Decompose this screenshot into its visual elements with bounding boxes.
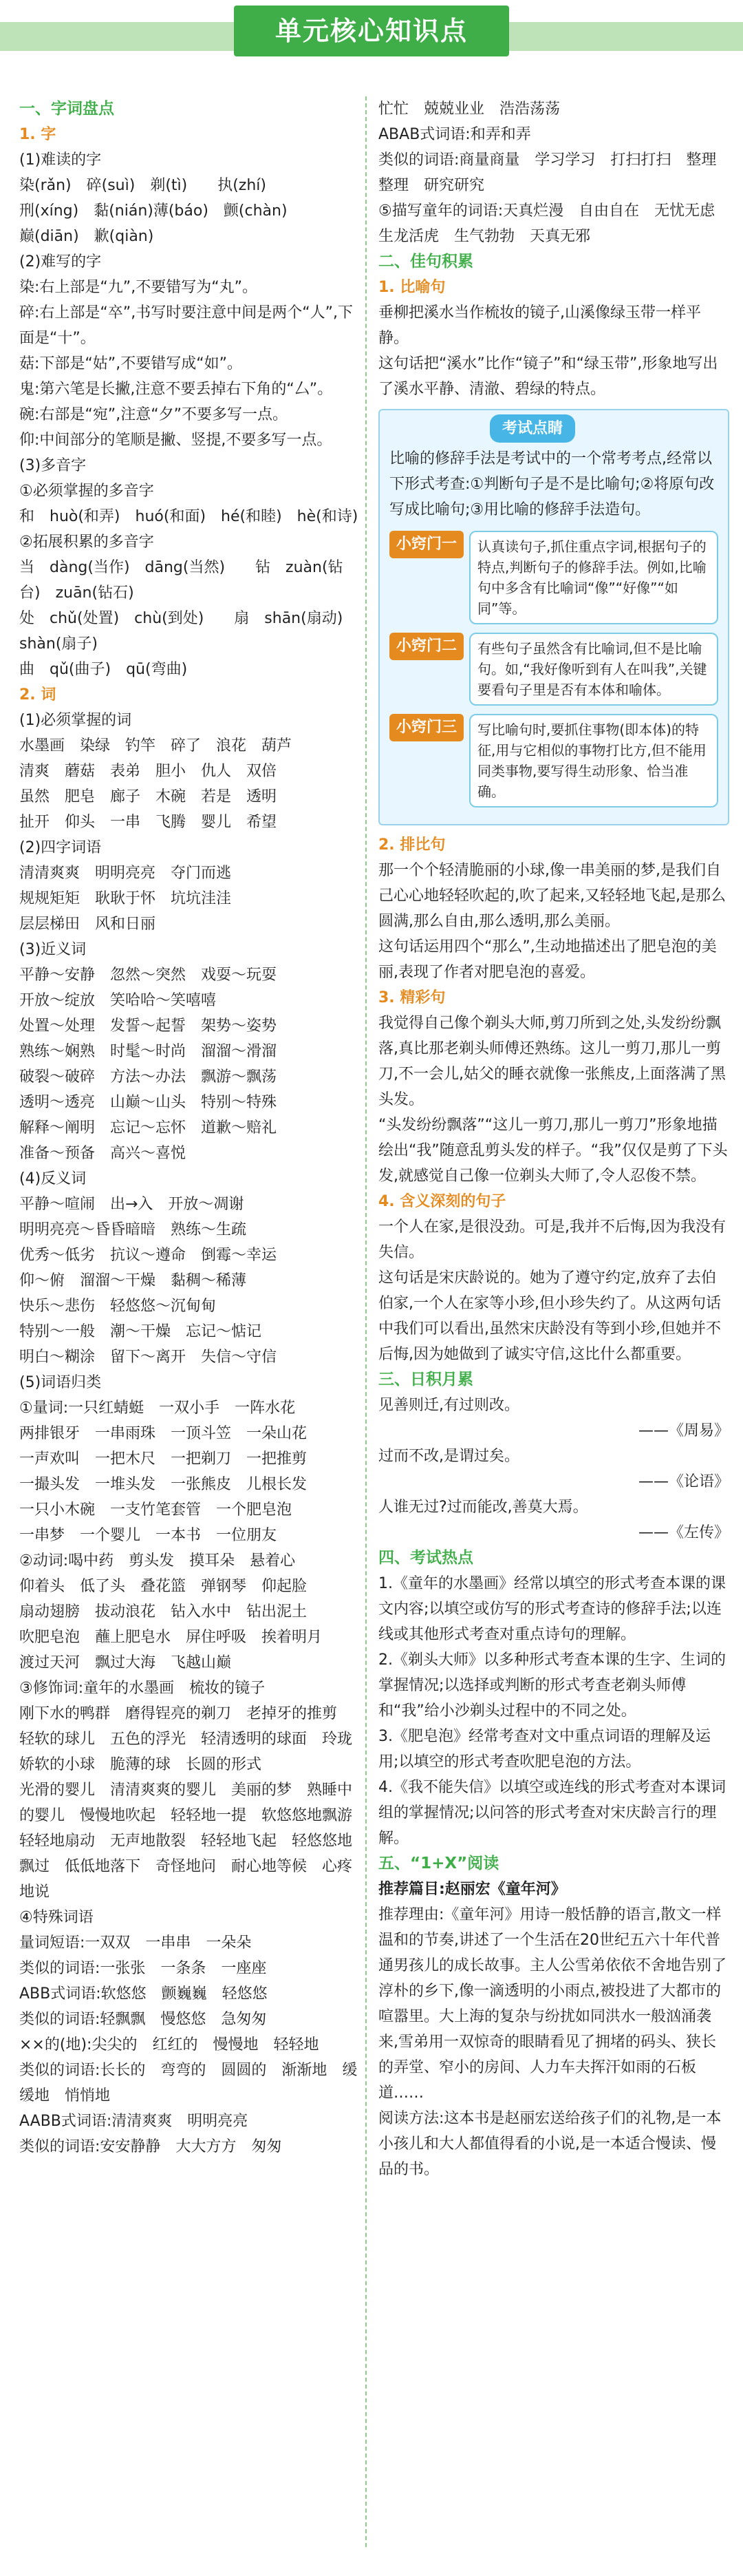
text-line: 阅读方法:这本书是赵丽宏送给孩子们的礼物,是一本小孩儿和大人都值得看的小说,是一本适合慢读、慢品的书。 [378, 2110, 722, 2178]
tip-row [389, 633, 718, 706]
text-line: ③修饰词:童年的水墨画 梳妆的镜子 [19, 1680, 266, 1697]
page-title: 单元核心知识点 [234, 6, 509, 56]
text-line: ABB式词语:软悠悠 颤巍巍 轻悠悠 [19, 1985, 268, 2003]
tips-list [389, 531, 718, 807]
text-line: 推荐理由:《童年河》用诗一般恬静的语言,散文一样温和的节奏,讲述了一个生活在20世纪五六十年代普通男孩儿的成长故事。主人公雪弟依依不舍地告别了淳朴的乡下,像一滴透明的小雨点,被投进了大都市的喧嚣里。大上海的复杂与纷扰如同洪水一般汹涌袭来,雪弟用一双惊奇的眼睛看见了拥堵的码头、狭长的弄堂、窄小的房间、人力车夫挥汗如雨的石板道…… [378, 1906, 727, 2102]
text-line: ××的(地):尖尖的 红红的 慢慢地 轻轻地 [19, 2036, 319, 2054]
text-line: 碗:右部是“宛”,注意“夕”不要多写一点。 [19, 406, 288, 423]
text-line: 推荐篇目:赵丽宏《童年河》 [378, 1881, 566, 1898]
tip-label: 小窍门一 [389, 531, 464, 558]
text-line: 平静～安静 忽然～突然 戏耍～玩耍 [19, 967, 277, 984]
subsection-heading: 2. 排比句 [378, 836, 446, 854]
text-line: 3.《肥皂泡》经常考查对文中重点词语的理解及运用;以填空的形式考查吹肥皂泡的方法。 [378, 1728, 711, 1771]
text-line: 扇动翅膀 拔动浪花 钻入水中 钻出泥土 [19, 1603, 308, 1620]
text-line: 破裂～破碎 方法～办法 飘游～飘荡 [19, 1068, 277, 1086]
tip-text: 有些句子虽然含有比喻词,但不是比喻句。如,“我好像听到有人在叫我”,关键要看句子里是否有本体和喻体。 [469, 633, 718, 706]
text-line: 虽然 肥皂 廊子 木碗 若是 透明 [19, 788, 277, 805]
text-line: (3)多音字 [19, 457, 87, 474]
text-line: ——《左传》 [638, 1524, 729, 1541]
text-line: (5)词语归类 [19, 1374, 102, 1391]
text-line: 鬼:第六笔是长撇,注意不要丢掉右下角的“厶”。 [19, 381, 333, 398]
text-line: 刑(xíng) 黏(nián)薄(báo) 颤(chàn) [19, 202, 288, 220]
text-line: 一个人在家,是很没劲。可是,我并不后悔,因为我没有失信。 [378, 1218, 726, 1261]
column-divider [365, 96, 367, 2547]
exam-tips-heading: 考试点睛 [490, 414, 575, 443]
text-line: 处 chǔ(处置) chù(到处) 扇 shān(扇动) shàn(扇子) [19, 610, 358, 653]
text-line: 清清爽爽 明明亮亮 夺门而逃 [19, 865, 232, 882]
text-line: 一声欢叫 一把木尺 一把剃刀 一把推剪 [19, 1450, 308, 1468]
text-line: 快乐～悲伤 轻悠悠～沉甸甸 [19, 1298, 217, 1315]
section-heading: 二、佳句积累 [378, 253, 473, 271]
left-column [19, 96, 368, 2160]
text-line: 量词短语:一双双 一串串 一朵朵 [19, 1934, 252, 1952]
subsection-heading: 1. 比喻句 [378, 279, 446, 296]
text-line: 一只小木碗 一支竹笔套管 一个肥皂泡 [19, 1501, 292, 1519]
text-line: 透明～透亮 山巅～山头 特别～特殊 [19, 1094, 277, 1111]
text-line: (4)反义词 [19, 1170, 87, 1187]
text-line: ④特殊词语 [19, 1909, 94, 1926]
text-line: 人谁无过?过而能改,善莫大焉。 [378, 1499, 588, 1516]
text-line: 熟练～娴熟 时髦～时尚 溜溜～滑溜 [19, 1043, 277, 1060]
text-line: 明明亮亮～昏昏暗暗 熟练～生疏 [19, 1221, 247, 1238]
text-line: ABAB式词语:和弄和弄 [378, 126, 531, 143]
text-line: 类似的词语:商量商量 学习学习 打扫打扫 整理整理 研究研究 [378, 151, 717, 194]
text-line: 类似的词语:安安静静 大大方方 匆匆 [19, 2138, 282, 2155]
text-line: 见善则迁,有过则改。 [378, 1397, 519, 1414]
section-heading: 五、“1+X”阅读 [378, 1855, 499, 1872]
tip-text: 写比喻句时,要抓住事物(即本体)的特征,用与它相似的事物打比方,但不能用同类事物,要写得生动形象、恰当准确。 [469, 714, 718, 807]
text-line: 两排银牙 一串雨珠 一顶斗笠 一朵山花 [19, 1425, 308, 1442]
text-line: 扯开 仰头 一串 飞腾 婴儿 希望 [19, 814, 277, 831]
text-line: 特别～一般 潮～干燥 忘记～惦记 [19, 1323, 262, 1340]
tip-text: 认真读句子,抓住重点字词,根据句子的特点,判断句子的修辞手法。例如,比喻句中多含有比喻词“像”“好像”“如同”等。 [469, 531, 718, 624]
text-line: 这句话是宋庆龄说的。她为了遵守约定,放弃了去伯伯家,一个人在家等小珍,但小珍失约了。从这两句话中我们可以看出,虽然宋庆龄没有等到小珍,但她并不后悔,因为她做到了诚实守信,这比什么都重要。 [378, 1269, 721, 1363]
header-banner [0, 0, 743, 62]
text-line: AABB式词语:清清爽爽 明明亮亮 [19, 2113, 248, 2130]
text-line: 过而不改,是谓过矣。 [378, 1448, 519, 1465]
tip-row [389, 714, 718, 807]
text-line: 这句话运用四个“那么”,生动地描述出了肥皂泡的美丽,表现了作者对肥皂泡的喜爱。 [378, 938, 717, 981]
text-line: 准备～预备 高兴～喜悦 [19, 1145, 186, 1162]
text-line: 一串梦 一个婴儿 一本书 一位朋友 [19, 1527, 277, 1544]
text-line: ⑤描写童年的词语:天真烂漫 自由自在 无忧无虑 生龙活虎 生气勃勃 天真无邪 [378, 202, 731, 245]
text-line: 一撮头发 一堆头发 一张熊皮 儿根长发 [19, 1476, 308, 1493]
text-line: 那一个个轻清脆丽的小球,像一串美丽的梦,是我们自己心心地轻轻吹起的,吹了起来,又轻轻地飞起,是那么圆满,那么自由,那么透明,那么美丽。 [378, 862, 726, 930]
subsection-heading: 1. 字 [19, 126, 56, 143]
text-line: 清爽 蘑菇 表弟 胆小 仇人 双倍 [19, 763, 277, 780]
text-line: 这句话把“溪水”比作“镜子”和“绿玉带”,形象地写出了溪水平静、清澈、碧绿的特点。 [378, 355, 718, 398]
text-line: 忙忙 兢兢业业 浩浩荡荡 [378, 101, 561, 118]
text-line: ——《论语》 [638, 1473, 729, 1490]
text-line: 仰:中间部分的笔顺是撇、竖提,不要多写一点。 [19, 432, 332, 449]
text-line: 光滑的婴儿 清清爽爽的婴儿 美丽的梦 熟睡中的婴儿 慢慢地吹起 轻轻地一提 软悠悠地飘游 轻轻地扇动 无声地散裂 轻轻地飞起 轻悠悠地飘过 低低地落下 奇怪地问 耐心地等候 心疼地说 [19, 1782, 368, 1901]
tip-label: 小窍门二 [389, 633, 464, 660]
text-line: 垂柳把溪水当作梳妆的镜子,山溪像绿玉带一样平静。 [378, 304, 701, 347]
text-line: ——《周易》 [638, 1422, 729, 1439]
text-line: ①量词:一只红蜻蜓 一双小手 一阵水花 [19, 1400, 296, 1417]
exam-tips-intro: 比喻的修辞手法是考试中的一个常考考点,经常以下形式考查:①判断句子是不是比喻句;②将原句改写成比喻句;③用比喻的修辞手法造句。 [389, 450, 715, 518]
text-line: (1)必须掌握的词 [19, 712, 132, 729]
text-line: ②动词:喝中药 剪头发 摸耳朵 悬着心 [19, 1552, 296, 1570]
text-line: 2.《剃头大师》以多种形式考查本课的生字、生词的掌握情况;以选择或判断的形式考查老剃头师傅和“我”给小沙剃头过程中的不同之处。 [378, 1651, 726, 1720]
text-line: “头发纷纷飘落”“这儿一剪刀,那儿一剪刀”形象地描绘出“我”随意乱剪头发的样子。“我”仅仅是剪了下头发,就感觉自己像一位剃头大师了,令人忍俊不禁。 [378, 1117, 728, 1185]
text-line: 明白～糊涂 留下～离开 失信～守信 [19, 1349, 277, 1366]
text-line: ①必须掌握的多音字 [19, 483, 154, 500]
text-line: 类似的词语:长长的 弯弯的 圆圆的 渐渐地 缓缓地 悄悄地 [19, 2062, 358, 2104]
text-line: 1.《童年的水墨画》经常以填空的形式考查本课的课文内容;以填空或仿写的形式考查诗的修辞手法;以连线或其他形式考查对重点诗句的理解。 [378, 1575, 726, 1643]
text-line: 4.《我不能失信》以填空或连线的形式考查对本课词组的掌握情况;以问答的形式考查对宋庆龄言行的理解。 [378, 1779, 726, 1847]
text-line: 解释～阐明 忘记～忘怀 道歉～赔礼 [19, 1119, 277, 1137]
text-line: 处置～处理 发誓～起誓 架势～姿势 [19, 1017, 277, 1035]
text-line: 渡过天河 飘过大海 飞越山巅 [19, 1654, 232, 1671]
tip-row [389, 531, 718, 624]
subsection-heading: 4. 含义深刻的句子 [378, 1193, 506, 1210]
text-line: 染:右上部是“九”,不要错写为“丸”。 [19, 279, 257, 296]
text-line: 优秀～低劣 抗议～遵命 倒霉～幸运 [19, 1247, 277, 1264]
text-line: 平静～喧闹 出→入 开放～凋谢 [19, 1196, 244, 1213]
exam-tips-box [378, 409, 729, 825]
section-heading: 四、考试热点 [378, 1549, 473, 1567]
text-line: 仰着头 低了头 叠花篮 弹钢琴 仰起脸 [19, 1578, 308, 1595]
text-line: 层层梯田 风和日丽 [19, 916, 156, 933]
text-line: 吹肥皂泡 蘸上肥皂水 屏住呼吸 挨着明月 [19, 1629, 323, 1646]
right-column [378, 96, 729, 2182]
subsection-heading: 2. 词 [19, 686, 56, 704]
subsection-heading: 3. 精彩句 [378, 989, 446, 1006]
tip-label: 小窍门三 [389, 714, 464, 741]
right-bottom-section [378, 832, 729, 2182]
text-line: 类似的词语:一张张 一条条 一座座 [19, 1960, 267, 1977]
text-line: 曲 qǔ(曲子) qū(弯曲) [19, 661, 188, 678]
right-top-section [378, 96, 729, 402]
text-line: 碎:右上部是“卒”,书写时要注意中间是两个“人”,下面是“十”。 [19, 304, 353, 347]
text-line: (1)难读的字 [19, 151, 102, 169]
text-line: 刚下水的鸭群 磨得锃亮的剃刀 老掉牙的推剪 轻软的球儿 五色的浮光 轻清透明的球面 玲珑娇软的小球 脆薄的球 长圆的形式 [19, 1705, 353, 1773]
text-line: 菇:下部是“姑”,不要错写成“如”。 [19, 355, 242, 372]
text-line: 染(rǎn) 碎(suì) 剃(tì) 执(zhí) [19, 177, 266, 194]
text-line: 和 huò(和弄) huó(和面) hé(和睦) hè(和诗) [19, 508, 358, 525]
text-line: 当 dàng(当作) dāng(当然) 钻 zuàn(钻台) zuān(钻石) [19, 559, 343, 602]
text-line: (2)难写的字 [19, 253, 102, 271]
text-line: ②拓展积累的多音字 [19, 534, 154, 551]
section-heading: 一、字词盘点 [19, 100, 114, 118]
text-line: 规规矩矩 耿耿于怀 坑坑洼洼 [19, 890, 232, 907]
text-line: 开放～绽放 笑哈哈～笑嘻嘻 [19, 992, 217, 1009]
section-heading: 三、日积月累 [378, 1371, 473, 1389]
text-line: 类似的词语:轻飘飘 慢悠悠 急匆匆 [19, 2011, 267, 2028]
text-line: 我觉得自己像个剃头大师,剪刀所到之处,头发纷纷飘落,真比那老剃头师傅还熟练。这儿一剪刀,那儿一剪刀,不一会儿,姑父的睡衣就像一张熊皮,上面落满了黑头发。 [378, 1015, 726, 1108]
text-line: (2)四字词语 [19, 839, 102, 856]
text-line: 仰～俯 溜溜～干燥 黏稠～稀薄 [19, 1272, 247, 1289]
text-line: 水墨画 染绿 钓竿 碎了 浪花 葫芦 [19, 737, 292, 754]
text-line: 巅(diān) 歉(qiàn) [19, 228, 154, 245]
text-line: (3)近义词 [19, 941, 87, 958]
